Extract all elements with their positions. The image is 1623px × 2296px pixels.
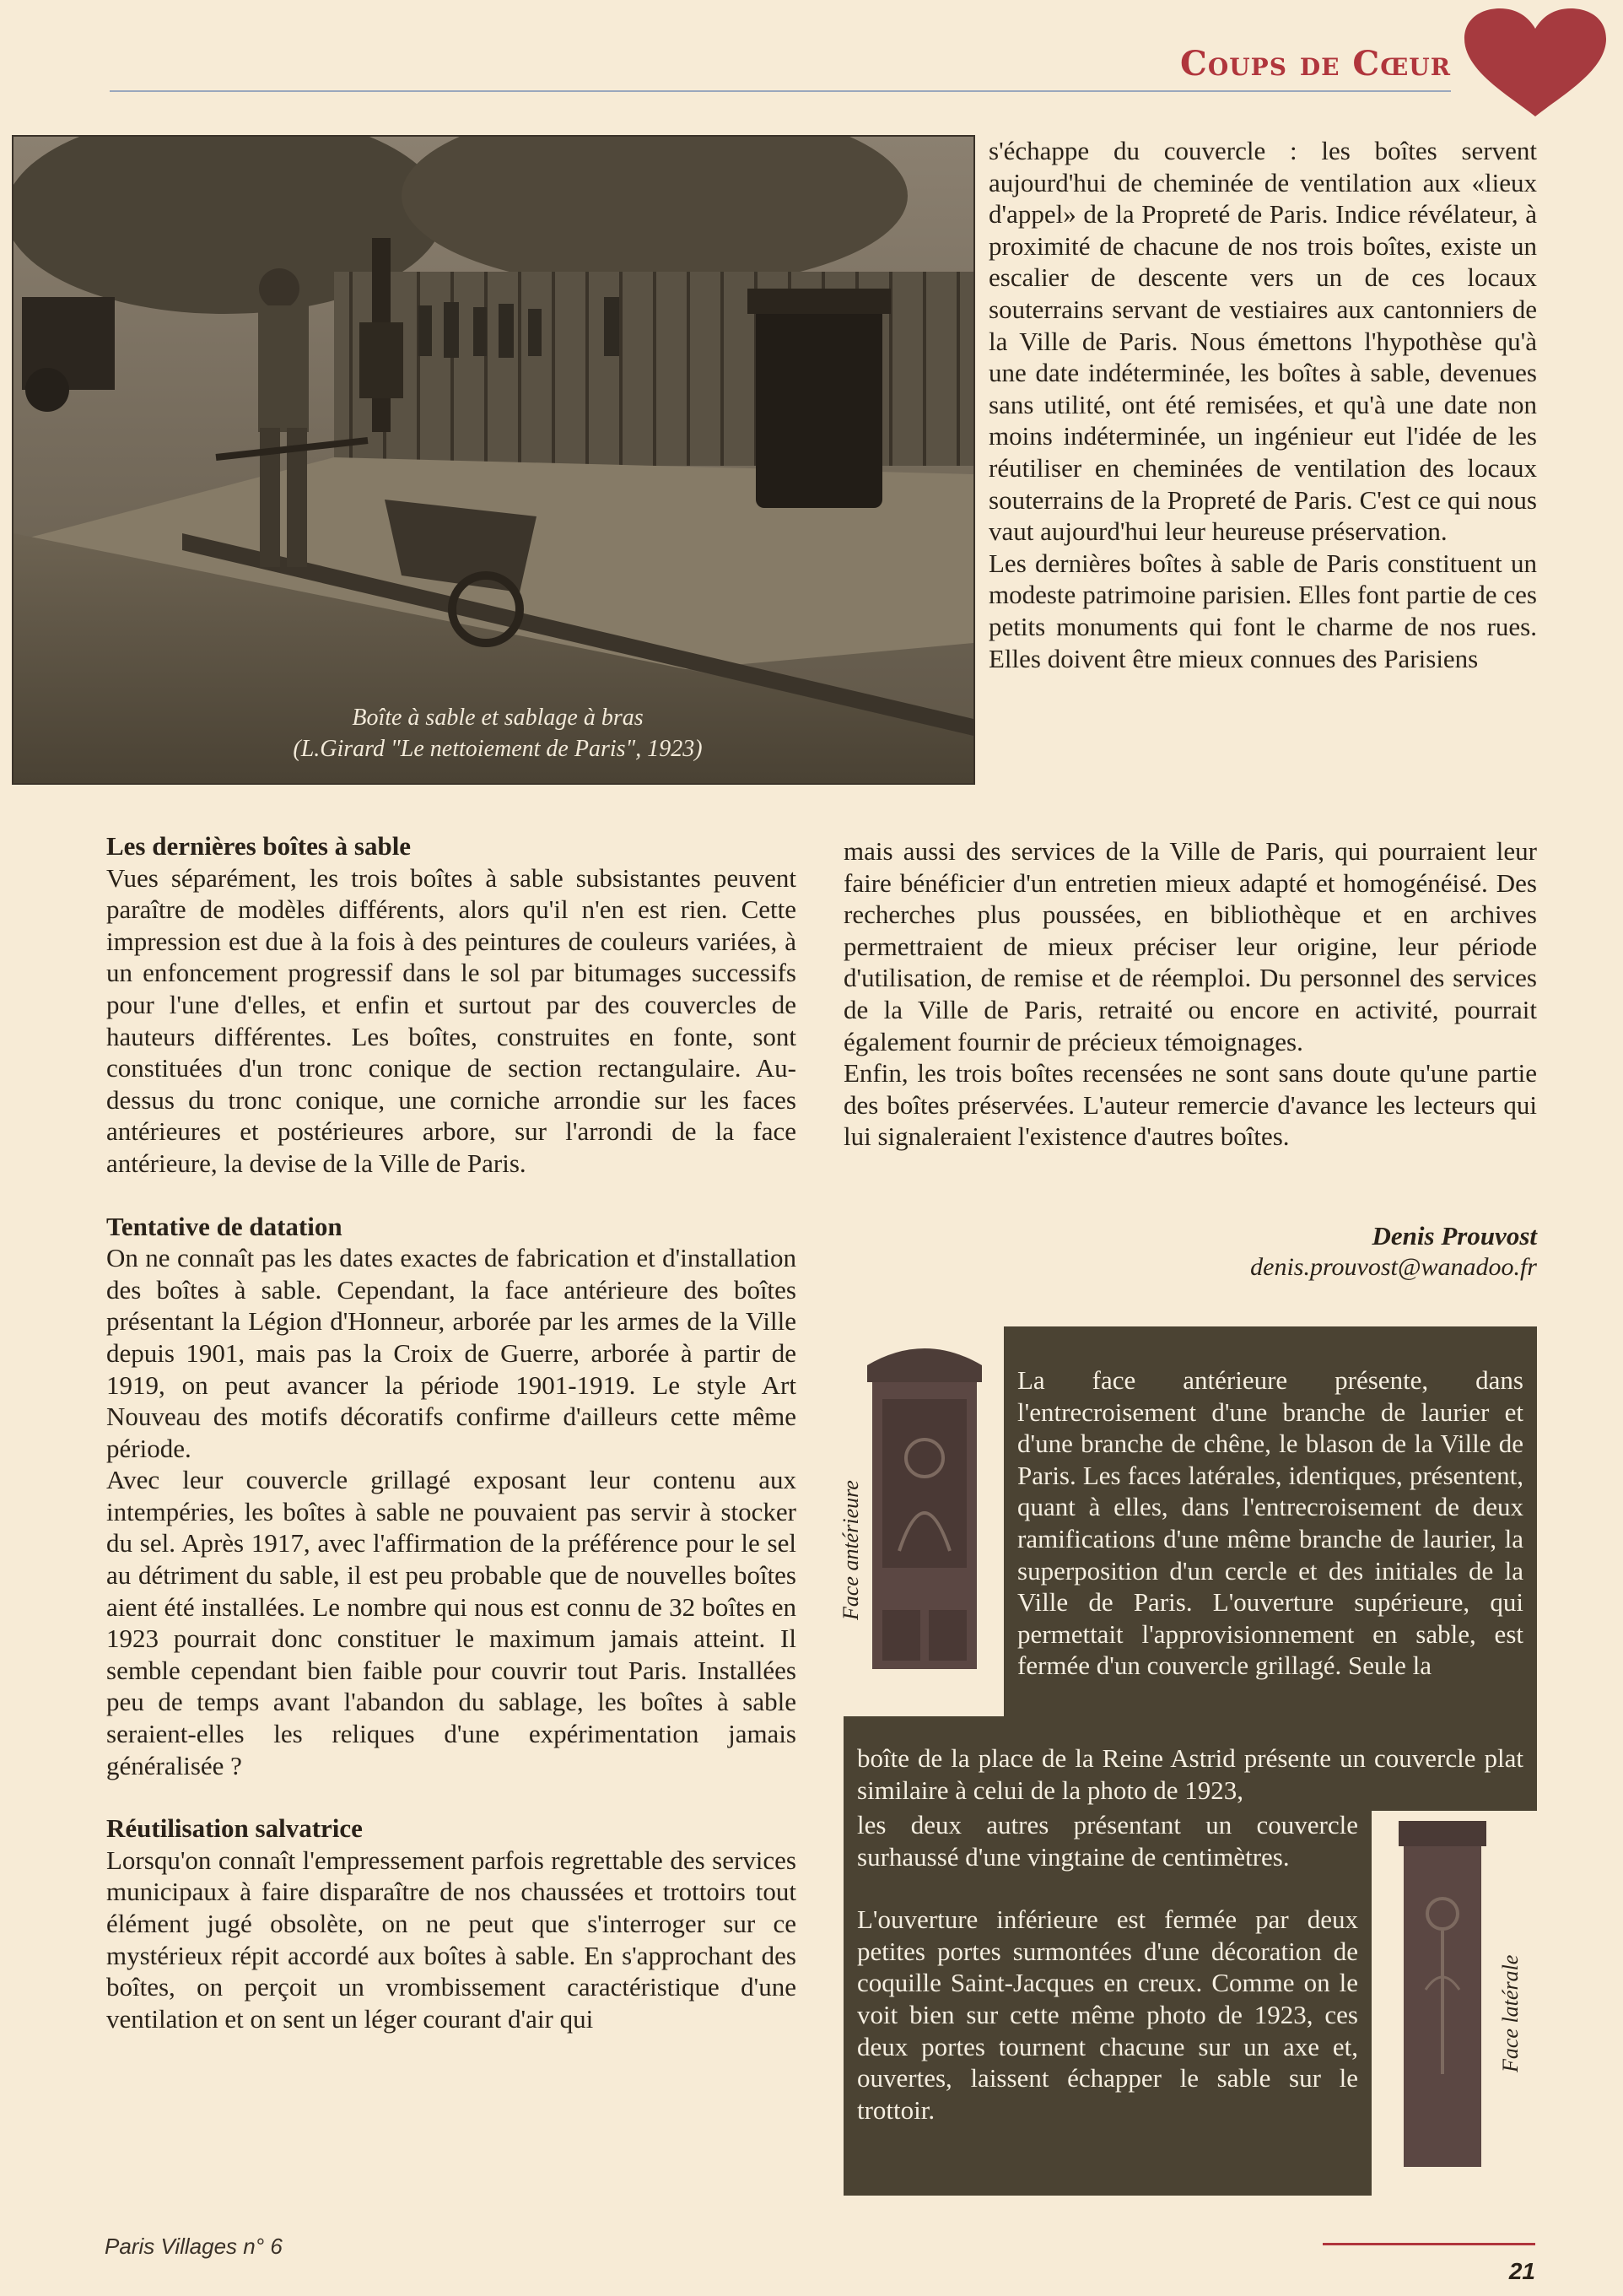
- paragraph: On ne connaît pas les dates exactes de fabrication et d'installation des boîtes à sable. Cependant, la face antérieure des boîtes présentant la Légion d'Honneur, arborée par les armes de la Ville depuis 1901, mais pas la Croix de Guerre, arborée à partir de 1919, on peut avancer la période 1901-1919. Le style Art Nouveau des motifs décoratifs confirme d'ailleurs cette même période.: [106, 1243, 796, 1463]
- author-name: Denis Prouvost: [1372, 1221, 1537, 1251]
- footer-publication: Paris Villages n° 6: [105, 2234, 283, 2259]
- section-heading: Tentative de datation: [106, 1211, 342, 1241]
- photo-caption-line2: (L.Girard "Le nettoiement de Paris", 1923): [293, 736, 703, 762]
- paragraph: s'échappe du couvercle : les boîtes servent aujourd'hui de cheminée de ventilation aux «lieux d'appel» de la Propreté de Paris. Indice révélateur, à proximité de chacune de nos trois boîtes, existe un escalier de descente vers un de ces locaux souterrains servant de vestiaires aux cantonniers de la Ville de Paris. Nous émettons l'hypothèse qu'à une date indéterminée, les boîtes à sable, devenues sans utilité, ont été remisées, et qu'à une date non moins indéterminée, un ingénieur eut l'idée de les réutiliser en cheminées de ventilation des locaux souterrains de la Propreté de Paris. C'est ce qui nous vaut aujourd'hui leur heureuse préservation.: [989, 136, 1537, 547]
- sidebar-text: boîte de la place de la Reine Astrid présente un couvercle plat similaire à celui de la photo de 1923,: [857, 1743, 1523, 1805]
- right-column-continued: [844, 835, 1537, 1153]
- label-face-anterieure: Face antérieure: [838, 1480, 863, 1620]
- photo-caption-line1: Boîte à sable et sablage à bras: [352, 705, 644, 731]
- sidebar-box-top: [1004, 1326, 1537, 1718]
- footer-rule: [1323, 2243, 1535, 2245]
- sidebar-text: L'ouverture inférieure est fermée par deux petites portes surmontées d'une décoration de coquille Saint-Jacques en creux. Comme on le voit bien sur cette même photo de 1923, ces deux portes tournent chacune sur un axe et, ouvertes, laissent échapper le sable sur le trottoir.: [857, 1904, 1358, 2125]
- section-heading: Les dernières boîtes à sable: [106, 831, 412, 861]
- label-face-laterale: Face latérale: [1498, 1954, 1523, 2072]
- sandbox-side-image: [1392, 1821, 1493, 2175]
- section-title: Coups de Cœur: [1180, 44, 1451, 84]
- left-column: [106, 830, 796, 2034]
- sidebar-box-bottom: [844, 1809, 1372, 2196]
- page-number: 21: [1508, 2258, 1535, 2284]
- header-rule: [110, 90, 1451, 92]
- paragraph: mais aussi des services de la Ville de Paris, qui pourraient leur faire bénéficier d'un entretien mieux adapté et homogénéisé. Des recherches plus poussées, en bibliothèque et en archives permettraient de mieux préciser leur origine, leur période d'utilisation, de remise et de réemploi. Du personnel des services de la Ville de Paris, retraité ou encore en activité, pourrait également fournir de précieux témoignages.: [844, 836, 1537, 1056]
- section-heading: Réutilisation salvatrice: [106, 1813, 363, 1844]
- author-email: denis.prouvost@wanadoo.fr: [1250, 1253, 1537, 1281]
- paragraph: Vues séparément, les trois boîtes à sable subsistantes peuvent paraître de modèles différents, alors qu'il n'en est rien. Cette impression est due à la fois à des peintures de couleurs variées, à un enfoncement progressif dans le sol par bitumages successifs pour l'une d'elles, et enfin et surtout par des couvercles de hauteurs différentes. Les boîtes, construites en fonte, sont constituées d'un tronc conique de section rectangulaire. Au-dessus du tronc conique, une corniche arrondie sur les faces antérieures et postérieures arbore, sur l'arrondi de la face antérieure, la devise de la Ville de Paris.: [106, 862, 796, 1178]
- paragraph: Avec leur couvercle grillagé exposant leur contenu aux intempéries, les boîtes à sable ne pouvaient pas servir à stocker du sel. Après 1917, avec l'affirmation de la préférence pour le sel au détriment du sable, il est peu probable que de nouvelles boîtes aient été installées. Le nombre qui nous est connu de 32 boîtes en 1923 pourrait donc constituer le maximum jamais atteint. Il semble cependant bien faible pour couvrir tout Paris. Installées peu de temps avant l'abandon du sablage, les boîtes à sable seraient-elles les reliques d'une expérimentation jamais généralisée ?: [106, 1465, 796, 1780]
- historical-photo: [12, 135, 975, 785]
- sidebar-text: La face antérieure présente, dans l'entrecroisement d'une branche de laurier et d'une branche de chêne, le blason de la Ville de Paris. Les faces latérales, identiques, présentent, quant à elles, dans l'entrecroisement de deux ramifications d'une même branche de laurier, la superposition d'un cercle et des initiales de la Ville de Paris. L'ouverture supérieure, qui permettait l'approvisionnement en sable, est fermée d'un couvercle grillagé. Seule la: [1017, 1365, 1523, 1681]
- sandbox-front-image: [857, 1332, 992, 1676]
- right-column-top: [989, 135, 1537, 674]
- sidebar-box-middle: [844, 1716, 1537, 1811]
- paragraph: Lorsqu'on connaît l'empressement parfois regrettable des services municipaux à faire disparaître de nos chaussées et trottoirs tout élément jugé obsolète, on ne peut que s'interroger sur ce mystérieux répit accordé aux boîtes à sable. En s'approchant des boîtes, on perçoit un vrombissement caractéristique d'une ventilation et on sent un léger courant d'air qui: [106, 1845, 796, 2034]
- sidebar-text: les deux autres présentant un couvercle surhaussé d'une vingtaine de centimètres.: [857, 1810, 1358, 1872]
- street-scene-image: [13, 137, 973, 783]
- paragraph: Enfin, les trois boîtes recensées ne sont sans doute qu'une partie des boîtes préservées. L'auteur remercie d'avance les lecteurs qui lui signaleraient l'existence d'autres boîtes.: [844, 1058, 1537, 1152]
- photo-caption: [194, 702, 801, 764]
- heart-icon: [1459, 5, 1611, 123]
- paragraph: Les dernières boîtes à sable de Paris constituent un modeste patrimoine parisien. Elles font partie de ces petits monuments qui font le charme de nos rues. Elles doivent être mieux connues des Parisiens: [989, 548, 1537, 673]
